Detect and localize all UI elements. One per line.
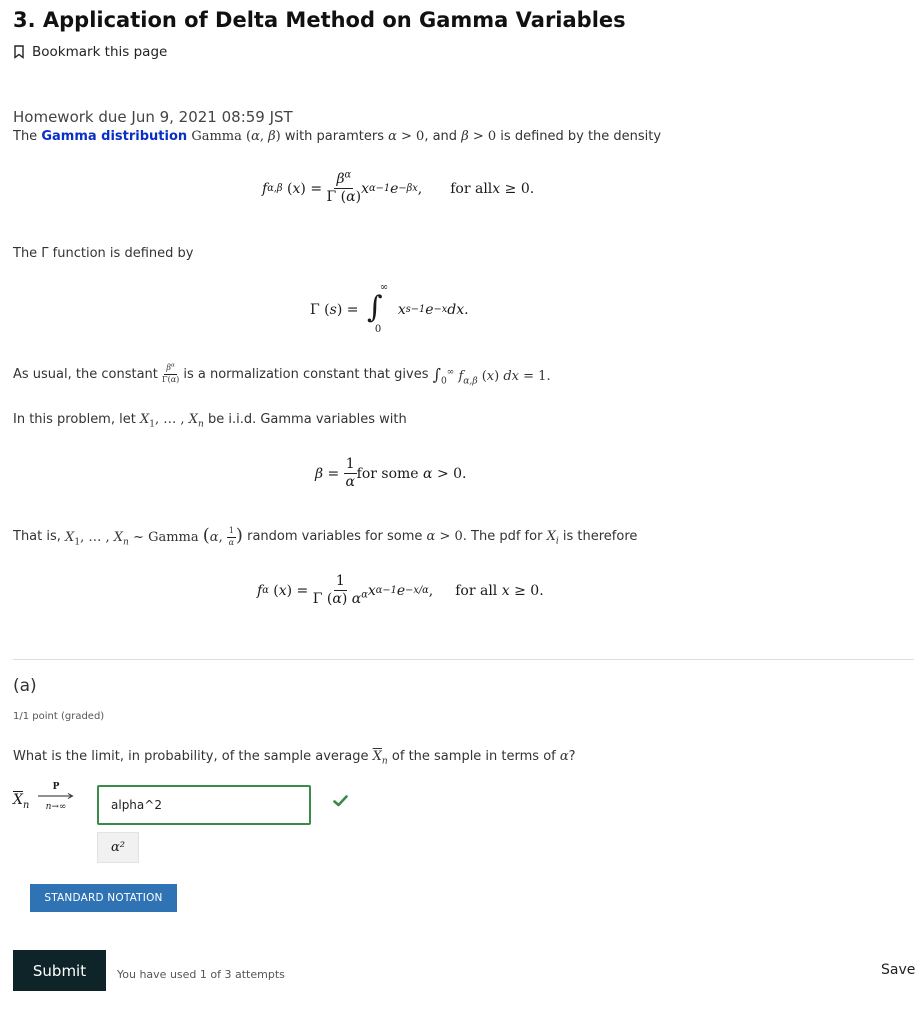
beta-formula: β = $\frac{1}{\alpha}$ for some α > 0. [315, 456, 467, 491]
checkmark-icon [333, 795, 348, 807]
intro-and: , and [424, 129, 458, 144]
thatis-prefix: That is, [13, 528, 61, 544]
bookmark-button[interactable] [13, 44, 167, 60]
pdf-forall: for all [455, 582, 498, 599]
problem-line: In this problem, let $X_1$, … , $X_n$ be i.i.d. Gamma variables with [13, 412, 407, 430]
gamma-distribution-link[interactable]: Gamma distribution [41, 129, 188, 144]
page-title: 3. Application of Delta Method on Gamma Variables [13, 8, 626, 32]
convergence-arrow [38, 782, 74, 812]
thatis-suffix: . The pdf for [462, 528, 543, 544]
thatis-middle: random variables for some [247, 528, 423, 544]
problem-prefix: In this problem, let [13, 412, 136, 427]
arrow-bottom-label: n→∞ [45, 802, 67, 812]
pdf-formula: f α ( x ) = $\frac{1}{\Gamma (\alpha) \alpha^\alpha}$ x α−1 e −x/α , for all x ≥ 0. [257, 573, 544, 608]
question-prefix: What is the limit, in probability, of the sample average [13, 749, 369, 764]
beta-condition: β > 0 [461, 129, 497, 144]
part-a-points: 1/1 point (graded) [13, 711, 105, 722]
standard-notation-button[interactable]: STANDARD NOTATION [30, 884, 177, 912]
bookmark-label: Bookmark this page [32, 44, 168, 60]
intro-line [13, 129, 661, 144]
answer-input[interactable] [97, 785, 311, 825]
attempts-text: You have used 1 of 3 attempts [117, 968, 285, 981]
density-forall: for all [450, 180, 493, 197]
norm-suffix: is a normalization constant that gives [183, 366, 429, 382]
submit-button[interactable]: Submit [13, 950, 106, 991]
intro-middle: with paramters [284, 129, 384, 144]
save-button[interactable]: Save [881, 962, 916, 978]
thatis-end: is therefore [562, 528, 638, 544]
intro-suffix: is defined by the density [500, 129, 662, 144]
density-formula: f α,β ( x ) = $\frac{\beta^\alpha}{\Gamma (\alpha)}$ x α−1 e −βx , for all x ≥ 0. [262, 169, 535, 206]
gamma-function-text: The Γ function is defined by [13, 246, 194, 261]
due-date: Homework due Jun 9, 2021 08:59 JST [13, 108, 293, 126]
alpha-condition: α > 0 [388, 129, 425, 144]
bookmark-icon [13, 45, 25, 59]
xbar-n: $\overline{X}_n$ [13, 792, 30, 811]
gamma-function-formula: Γ ( s ) = ∫ ∞ 0 x s−1 e −x dx . [310, 282, 469, 335]
part-a-question: What is the limit, in probability, of the sample average $\overline{X}_n$ of the sample in terms of α? [13, 749, 576, 767]
section-divider [13, 659, 914, 660]
part-a-label: (a) [13, 676, 37, 696]
answer-preview-text: α² [111, 840, 125, 855]
answer-preview [97, 832, 139, 863]
arrow-top-label: P [52, 782, 60, 792]
right-arrow-icon [38, 792, 74, 800]
question-suffix: of the sample in terms of [391, 749, 556, 764]
thatis-line: That is, $X_1$, … , $X_n$ ~ Gamma (α, $\frac{1}{\alpha}$ ) random variables for some α > 0 . The pdf for $X_i$ is therefore [13, 525, 638, 548]
problem-suffix: be i.i.d. Gamma variables with [207, 412, 407, 427]
beta-forsome: for some [356, 465, 419, 482]
normalization-line: As usual, the constant $\frac{\beta^\alpha}{\Gamma(\alpha)}$ is a normalization constant that gives $\int_0^\infty$ $f_{\alpha,\beta}$ (x) dx = 1. [13, 362, 551, 387]
intro-prefix: The [13, 129, 38, 144]
gamma-notation: Gamma (α, β) [191, 129, 281, 144]
norm-prefix: As usual, the constant [13, 366, 158, 382]
